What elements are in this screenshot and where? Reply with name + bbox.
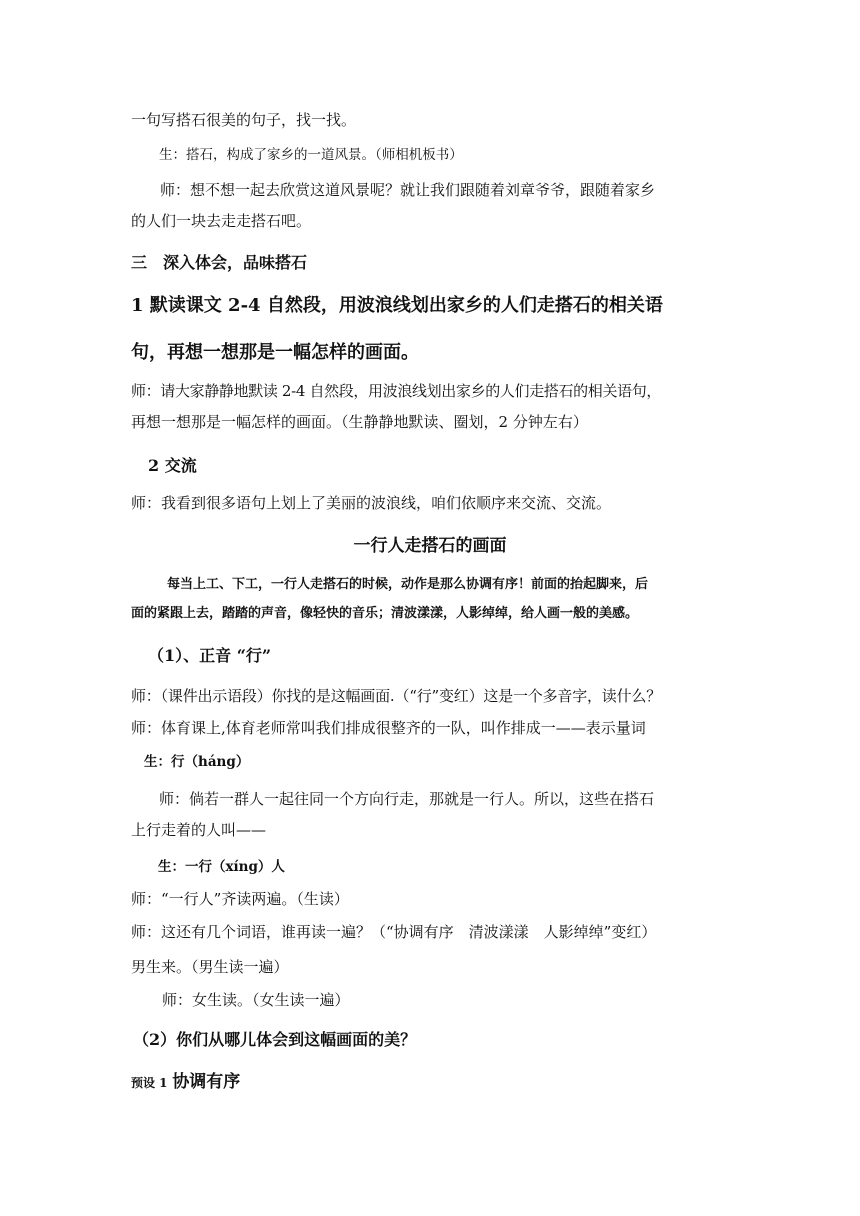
student-line: 生：一行（xíng）人	[158, 859, 285, 875]
text-line: 师：这还有几个词语，谁再读一遍？（“协调有序 清波漾漾 人影绰绰”变红）	[131, 923, 657, 941]
task-heading: 1 默读课文 2-4 自然段，用波浪线划出家乡的人们走搭石的相关语	[131, 295, 663, 316]
preset-label: 预设 1	[131, 1076, 168, 1090]
passage-line: 面的紧跟上去，踏踏的声音，像轻快的音乐；清波漾漾，人影绰绰，给人画一般的美感。	[131, 606, 639, 621]
subheading: （2）你们从哪儿体会到这幅画面的美？	[133, 1030, 417, 1049]
task-heading: 句，再想一想那是一幅怎样的画面。	[131, 342, 419, 363]
passage-title: 一行人走搭石的画面	[353, 536, 507, 556]
text-line: 师：女生读。（女生读一遍）	[162, 991, 350, 1009]
text-line: 师：请大家静静地默读 2-4 自然段，用波浪线划出家乡的人们走搭石的相关语句，	[131, 382, 662, 400]
text-line: 一句写搭石很美的句子，找一找。	[131, 111, 357, 129]
text-line: 师：“一行人”齐读两遍。（生读）	[131, 890, 349, 908]
text-line: 师：（课件出示语段）你找的是这幅画面.（“行”变红）这是一个多音字，读什么？	[131, 687, 662, 705]
text-line: 师：想不想一起去欣赏这道风景呢？就让我们跟随着刘章爷爷，跟随着家乡	[160, 181, 656, 199]
text-line: 师：体育课上,体育老师常叫我们排成很整齐的一队，叫作排成一——表示量词	[131, 719, 646, 737]
subheading: 2 交流	[148, 456, 197, 475]
subheading: （1）、正音 “行”	[148, 646, 272, 665]
text-line: 生：搭石，构成了家乡的一道风景。（师相机板书）	[159, 147, 463, 163]
text-line: 师：倘若一群人一起往同一个方向行走，那就是一行人。所以，这些在搭石	[159, 790, 655, 808]
preset-title: 协调有序	[172, 1072, 241, 1092]
passage-line: 每当上工、下工，一行人走搭石的时候，动作是那么协调有序！前面的抬起脚来，后	[167, 577, 649, 592]
text-line: 的人们一块去走走搭石吧。	[131, 212, 312, 230]
section-heading: 三 深入体会，品味搭石	[131, 253, 308, 272]
text-line: 上行走着的人叫——	[131, 821, 267, 839]
text-line: 再想一想那是一幅怎样的画面。（生静静地默读、圈划，2 分钟左右）	[131, 413, 588, 431]
student-line: 生：行（háng）	[144, 754, 250, 770]
text-line: 男生来。（男生读一遍）	[131, 958, 289, 976]
text-line: 师：我看到很多语句上划上了美丽的波浪线，咱们依顺序来交流、交流。	[131, 494, 612, 512]
